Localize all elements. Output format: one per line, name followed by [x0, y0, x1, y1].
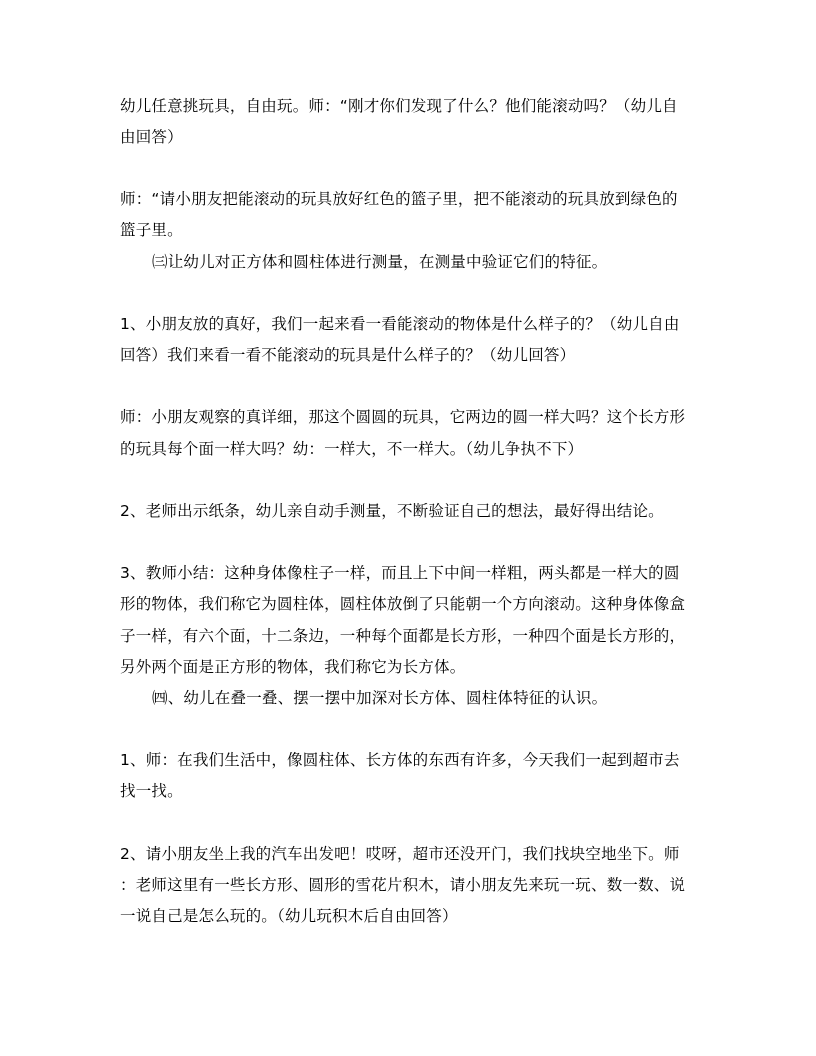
paragraph-line: 形的物体，我们称它为圆柱体，圆柱体放倒了只能朝一个方向滚动。这种身体像盒 [120, 595, 686, 613]
paragraph-line: 子一样，有六个面，十二条边，一种每个面都是长方形，一种四个面是长方形的， [120, 627, 686, 645]
paragraph-line: 1、小朋友放的真好，我们一起来看一看能滚动的物体是什么样子的？（幼儿自由 [120, 315, 680, 333]
section-heading: ㈣、幼儿在叠一叠、摆一摆中加深对长方体、圆柱体特征的认识。 [152, 689, 608, 707]
paragraph-line: 2、请小朋友坐上我的汽车出发吧！哎呀，超市还没开门，我们找块空地坐下。师 [120, 845, 680, 863]
paragraph-line: 篮子里。 [120, 221, 183, 239]
paragraph-line: 师：小朋友观察的真详细，那这个圆圆的玩具，它两边的圆一样大吗？这个长方形 [120, 408, 686, 426]
paragraph-line: 1、师：在我们生活中，像圆柱体、长方体的东西有许多，今天我们一起到超市去 [120, 751, 680, 769]
paragraph-line: 3、教师小结：这种身体像柱子一样，而且上下中间一样粗，两头都是一样大的圆 [120, 564, 680, 582]
paragraph-line: 找一找。 [120, 782, 183, 800]
section-heading: ㈢让幼儿对正方体和圆柱体进行测量，在测量中验证它们的特征。 [152, 253, 608, 271]
paragraph-line: ：老师这里有一些长方形、圆形的雪花片积木，请小朋友先来玩一玩、数一数、说 [120, 876, 686, 894]
paragraph-line: 由回答） [120, 128, 183, 146]
paragraph-line: 幼儿任意挑玩具，自由玩。师：“刚才你们发现了什么？他们能滚动吗？（幼儿自 [120, 97, 678, 115]
paragraph-line: 另外两个面是正方形的物体，我们称它为长方体。 [120, 658, 466, 676]
paragraph-line: 2、老师出示纸条，幼儿亲自动手测量，不断验证自己的想法，最好得出结论。 [120, 502, 664, 520]
paragraph-line: 的玩具每个面一样大吗？幼：一样大，不一样大。（幼儿争执不下） [120, 440, 584, 458]
paragraph-line: 回答）我们来看一看不能滚动的玩具是什么样子的？（幼儿回答） [120, 346, 576, 364]
paragraph-line: 一说自己是怎么玩的。（幼儿玩积木后自由回答） [120, 907, 458, 925]
paragraph-line: 师：“请小朋友把能滚动的玩具放好红色的篮子里，把不能滚动的玩具放到绿色的 [120, 190, 678, 208]
